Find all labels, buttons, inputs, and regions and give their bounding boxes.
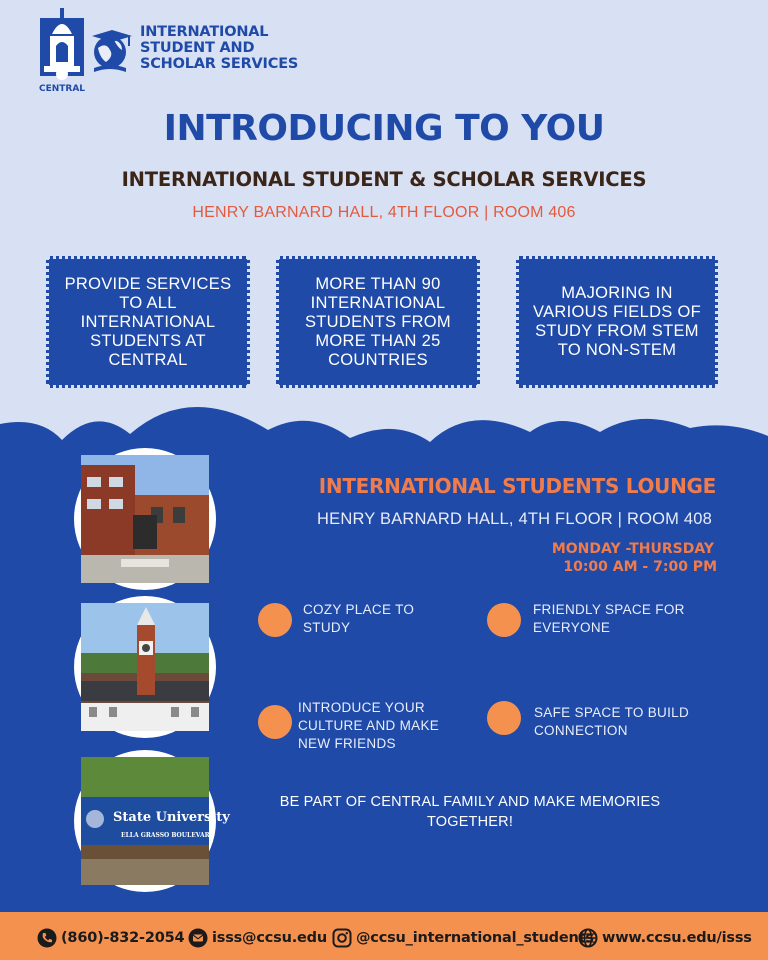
footer-phone[interactable] — [37, 926, 184, 950]
main-title: INTRODUCING TO YOU — [163, 108, 605, 149]
bullet-dot — [258, 603, 292, 637]
email-icon — [188, 928, 208, 948]
footer-instagram[interactable] — [332, 926, 594, 950]
closing-message: BE PART OF CENTRAL FAMILY AND MAKE MEMORIES TOGETHER! — [279, 794, 661, 830]
website-url: www.ccsu.edu/isss — [602, 930, 752, 946]
bullet-dot — [487, 603, 521, 637]
brand-name-line-1: INTERNATIONAL — [140, 24, 269, 40]
lounge-location: HENRY BARNARD HALL, 4TH FLOOR | ROOM 408 — [317, 510, 712, 528]
brand-name-line-3: SCHOLAR SERVICES — [140, 56, 299, 72]
info-box-services — [46, 256, 250, 388]
footer-email[interactable] — [188, 926, 327, 950]
sign-subtext: ELLA GRASSO BOULEVARD — [121, 832, 215, 839]
info-box-students — [276, 256, 480, 388]
footer-website[interactable] — [578, 926, 752, 950]
info-box-text: MAJORING IN VARIOUS FIELDS OF STUDY FROM STEM TO NON-STEM — [533, 284, 701, 359]
instagram-icon — [332, 928, 352, 948]
instagram-handle: @ccsu_international_students — [356, 930, 594, 946]
lounge-title: INTERNATIONAL STUDENTS LOUNGE — [318, 474, 716, 498]
bullet-dot — [487, 701, 521, 735]
info-box-text: PROVIDE SERVICES TO ALL INTERNATIONAL STUDENTS AT CENTRAL — [64, 274, 232, 369]
email-address: isss@ccsu.edu — [212, 930, 327, 946]
central-logo — [36, 6, 88, 94]
office-location: HENRY BARNARD HALL, 4TH FLOOR | ROOM 406 — [192, 204, 576, 221]
info-box-majors — [516, 256, 718, 388]
building-photo — [74, 448, 216, 590]
feature-safe-space: SAFE SPACE TO BUILD CONNECTION — [534, 705, 689, 738]
sub-title: INTERNATIONAL STUDENT & SCHOLAR SERVICES — [121, 168, 647, 191]
feature-friendly-space: FRIENDLY SPACE FOR EVERYONE — [533, 602, 685, 635]
bullet-dot — [258, 705, 292, 739]
brand-name-line-2: STUDENT AND — [140, 40, 255, 56]
globe-graduation-icon — [92, 28, 134, 74]
feature-culture-friends: INTRODUCE YOUR CULTURE AND MAKE NEW FRIENDS — [298, 700, 440, 751]
phone-icon — [37, 928, 57, 948]
central-logo-label: CENTRAL — [38, 84, 86, 94]
lounge-hours: 10:00 AM - 7:00 PM — [563, 559, 717, 575]
lounge-days: MONDAY -THURSDAY — [551, 541, 714, 557]
phone-number: (860)-832-2054 — [61, 930, 185, 946]
feature-cozy-study: COZY PLACE TO STUDY — [303, 602, 415, 635]
sign-text: State University — [113, 810, 230, 825]
clock-tower-photo — [74, 596, 216, 738]
info-box-text: MORE THAN 90 INTERNATIONAL STUDENTS FROM MORE THAN 25 COUNTRIES — [305, 274, 451, 369]
globe-icon — [578, 928, 598, 948]
university-sign-photo — [74, 750, 230, 892]
